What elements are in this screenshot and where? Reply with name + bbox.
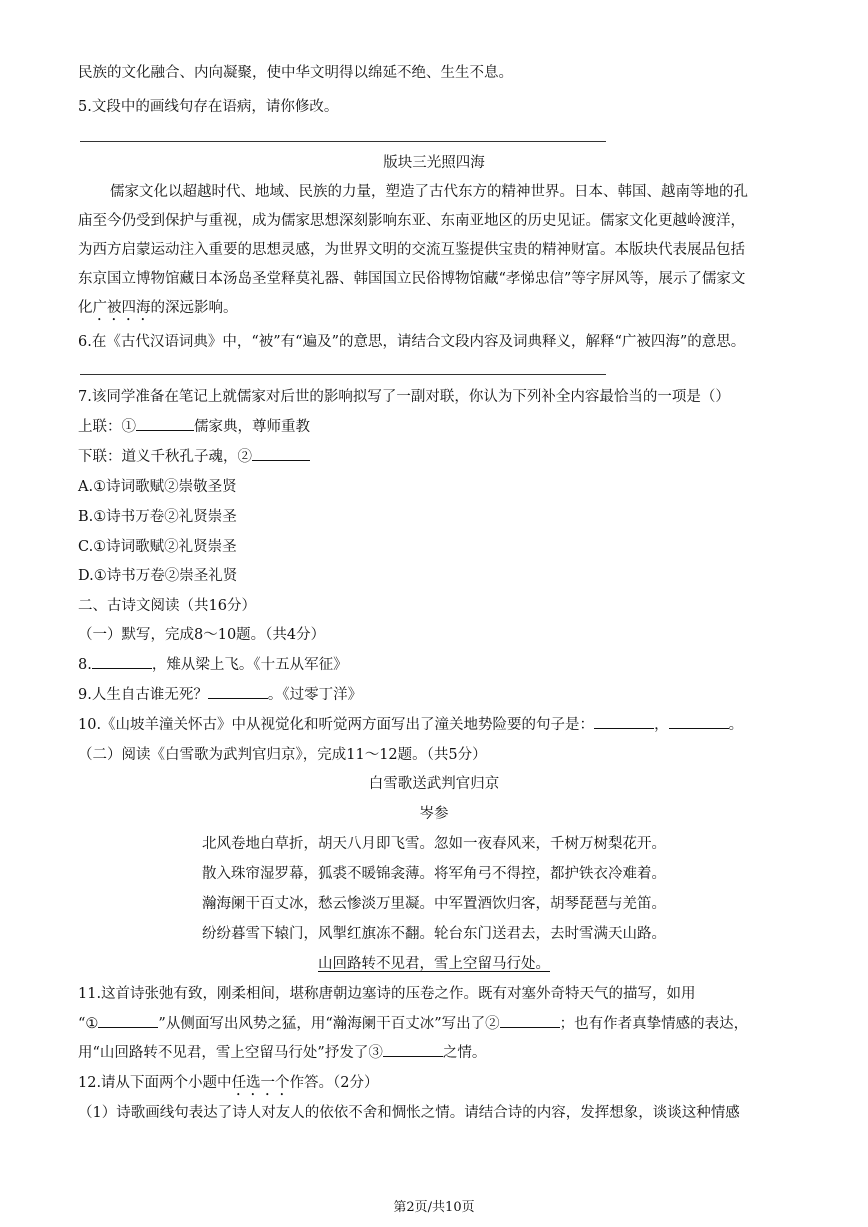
question-9: 9.人生自古谁无死？ 。《过零丁洋》 [78, 684, 808, 706]
poem-line-3: 瀚海阑干百丈冰，愁云惨淡万里凝。中军置酒饮归客，胡琴琵琶与羌笛。 [202, 896, 666, 912]
blank-q8[interactable] [92, 654, 152, 669]
question-11-line-3: 用“山回路转不见君，雪上空留马行处”抒发了③ 之情。 [78, 1042, 808, 1064]
blank-q11-3[interactable] [383, 1042, 443, 1057]
section-3-para-line-2: 庙至今仍受到保护与重视，成为儒家思想深刻影响东亚、东南亚地区的历史见证。儒家文化更越岭渡洋， [78, 213, 745, 229]
emphasized-choose-one: 任选一个 [231, 1075, 290, 1091]
poem-title: 白雪歌送武判官归京 [368, 776, 500, 792]
part-2-1-heading: （一）默写，完成8～10题。（共4分） [78, 627, 326, 643]
question-5: 5.文段中的画线句存在语病，请你修改。 [78, 99, 339, 115]
answer-line-q5[interactable] [80, 141, 606, 142]
section-3-para-line-5: 化广被四海的深远影响。 [78, 300, 238, 316]
poem-line-1: 北风卷地白草折，胡天八月即飞雪。忽如一夜春风来，千树万树梨花开。 [202, 836, 666, 852]
question-10: 10.《山坡羊潼关怀古》中从视觉化和听觉两方面写出了潼关地势险要的句子是： ， 。 [78, 714, 808, 736]
option-b[interactable]: B.①诗书万卷②礼贤崇圣 [78, 509, 237, 525]
question-7: 7.该同学准备在笔记上就儒家对后世的影响拟写了一副对联，你认为下列补全内容最恰当的一项是（） [78, 389, 730, 405]
option-c[interactable]: C.①诗词歌赋②礼贤崇圣 [78, 539, 237, 555]
question-11-line-2: “① ”从侧面写出风势之猛，用“瀚海阑干百丈冰”写出了② ；也有作者真挚情感的表达， [78, 1013, 808, 1035]
section-3-para-line-3: 为西方启蒙运动注入重要的思想灵感，为世界文明的交流互鉴提供宝贵的精神财富。本版块代表展品包括 [78, 242, 745, 258]
question-12: 12.请从下面两个小题中任选一个作答。（2分） [78, 1075, 379, 1091]
section-3-para-line-4: 东京国立博物馆藏日本汤岛圣堂释莫礼器、韩国国立民俗博物馆藏“孝悌忠信”等字屏风等，展示了儒家文 [78, 271, 746, 287]
blank-2[interactable] [252, 446, 310, 461]
poem-line-4: 纷纷暮雪下辕门，风掣红旗冻不翻。轮台东门送君去，去时雪满天山路。 [202, 926, 666, 942]
couplet-lower: 下联：道义千秋孔子魂，② [78, 446, 808, 468]
question-12-sub-1: （1）诗歌画线句表达了诗人对友人的依依不舍和惆怅之情。请结合诗的内容，发挥想象，谈谈这种情感 [78, 1105, 740, 1121]
poem-line-5-wrap [0, 953, 868, 975]
question-6: 6.在《古代汉语词典》中，“被”有“遍及”的意思，请结合文段内容及词典释义，解释“广被四海”的意思。 [78, 334, 746, 350]
blank-1[interactable] [136, 416, 194, 431]
blank-q10-2[interactable] [669, 714, 729, 729]
part-2-heading: 二、古诗文阅读（共16分） [78, 598, 256, 614]
section-3-title: 版块三光照四海 [383, 155, 485, 171]
question-8: 8. ，雉从梁上飞。《十五从军征》 [78, 654, 808, 676]
couplet-upper: 上联：① 儒家典，尊师重教 [78, 416, 808, 438]
blank-q10-1[interactable] [594, 714, 654, 729]
section-3-para-line-1: 儒家文化以超越时代、地域、民族的力量，塑造了古代东方的精神世界。日本、韩国、越南等地的孔 [110, 184, 748, 200]
emphasized-phrase: 广被四海 [92, 300, 151, 316]
option-d[interactable]: D.①诗书万卷②崇圣礼贤 [78, 568, 238, 584]
blank-q9[interactable] [208, 684, 268, 699]
blank-q11-1[interactable] [98, 1013, 158, 1028]
blank-q11-2[interactable] [500, 1013, 560, 1028]
poem-author: 岑参 [419, 806, 449, 822]
poem-line-2: 散入珠帘湿罗幕，狐裘不暖锦衾薄。将军角弓不得控，都护铁衣冷难着。 [202, 866, 666, 882]
answer-line-q6[interactable] [80, 374, 606, 375]
page-footer: 第2页/共10页 [393, 1200, 475, 1215]
paragraph-end-line: 民族的文化融合、内向凝聚，使中华文明得以绵延不绝、生生不息。 [78, 65, 513, 81]
part-2-2-heading: （二）阅读《白雪歌为武判官归京》，完成11～12题。（共5分） [78, 747, 487, 763]
poem-line-5-underlined: 山回路转不见君，雪上空留马行处。 [318, 956, 550, 972]
option-a[interactable]: A.①诗词歌赋②崇敬圣贤 [78, 479, 237, 495]
question-11-line-1: 11.这首诗张弛有致，刚柔相间，堪称唐朝边塞诗的压卷之作。既有对塞外奇特天气的描写，如用 [78, 986, 696, 1002]
